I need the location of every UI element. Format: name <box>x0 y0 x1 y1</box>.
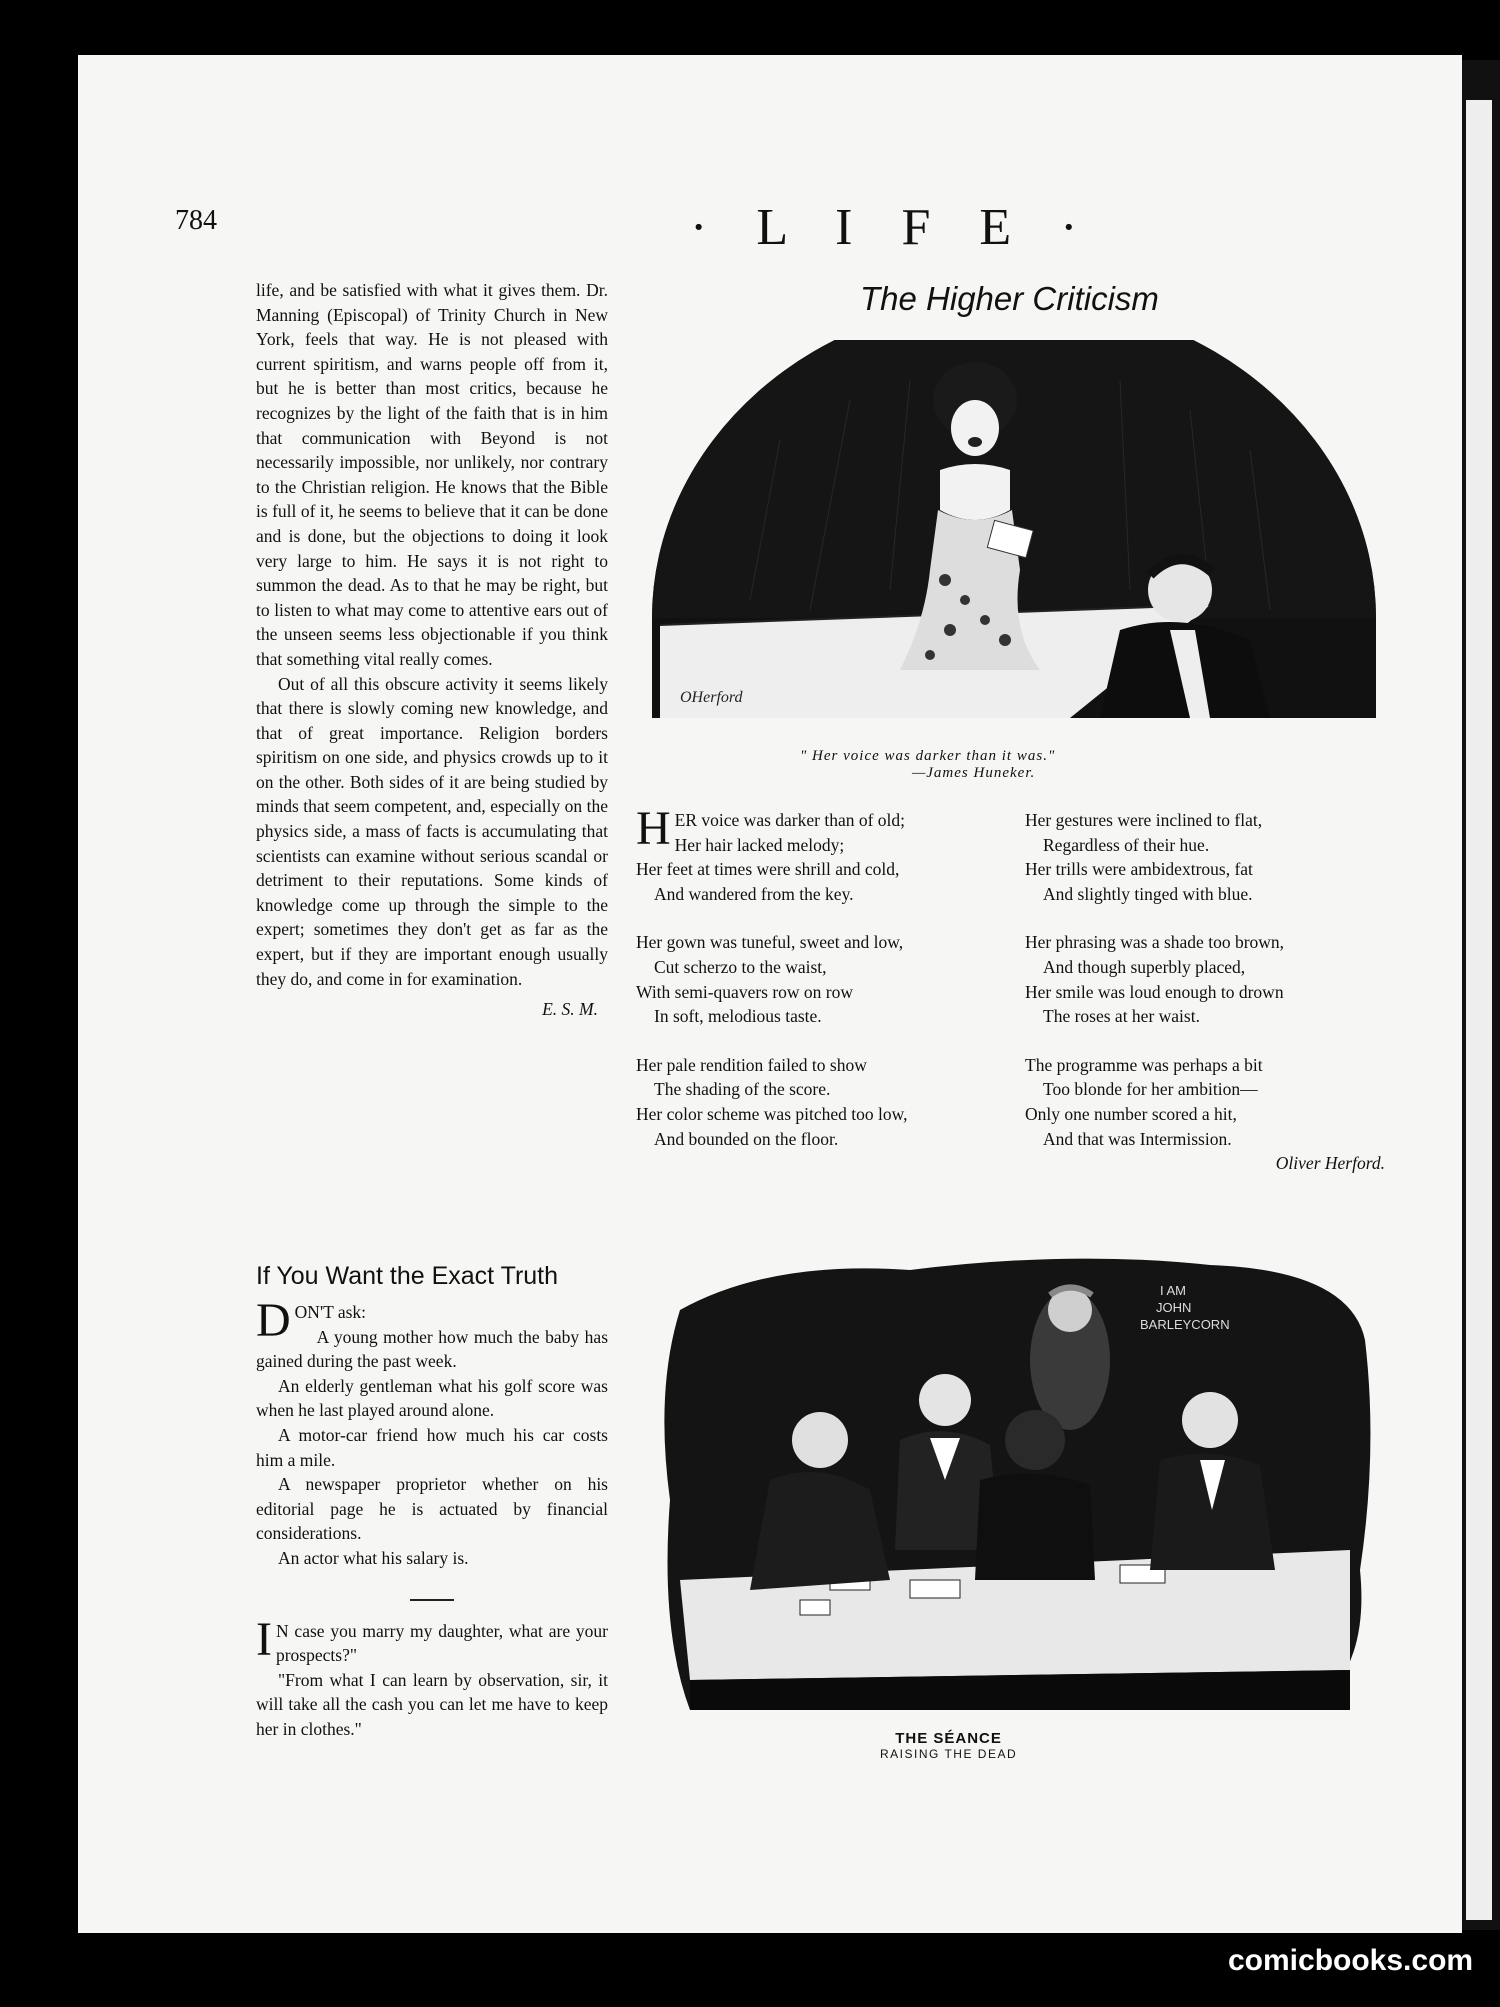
poem-line: The roses at her waist. <box>1043 1006 1200 1027</box>
caption-quote: " Her voice was darker than it was." <box>800 748 1056 764</box>
caption-title: THE SÉANCE <box>895 1730 1002 1747</box>
poem-line: Her smile was loud enough to drown <box>1025 981 1284 1002</box>
truth-item: An elderly gentleman what his golf score was when he last played around alone. <box>256 1375 608 1421</box>
joke-answer: "From what I can learn by observation, sir, it will take all the cash you can let me have to keep her in clothes." <box>256 1669 608 1739</box>
speech-text: BARLEYCORN <box>1140 1317 1230 1332</box>
seance-caption <box>880 1730 1017 1761</box>
poem-line: In soft, melodious taste. <box>654 1006 822 1027</box>
seance-illustration <box>650 1250 1380 1720</box>
caption-subtitle: RAISING THE DEAD <box>880 1747 1018 1761</box>
joke <box>256 1612 608 1742</box>
speech-text: I AM <box>1160 1283 1187 1298</box>
poem-line: Only one number scored a hit, <box>1025 1103 1237 1124</box>
drop-cap: I <box>256 1612 272 1666</box>
poem-line: Regardless of their hue. <box>1043 834 1210 855</box>
article-signature: E. S. M. <box>542 999 598 1020</box>
poem-line: And slightly tinged with blue. <box>1043 883 1253 904</box>
poem-column-right <box>1025 808 1385 1176</box>
article-paragraph: Out of all this obscure activity it seems likely that there is slowly coming new knowledge, and that of great importance. Religion borders spiritism on one side, and physics crowds up to it on the other. Both sides of it are being studied by minds that seem competent, and, especially on the physics side, a mass of facts is accumulating that scientists can examine without serious scandal or detriment to their reputations. Some kinds of knowledge come up through the simple to the expert; sometimes they don't get as far as the expert, but if they are important enough usually they do, and come in for examination. <box>256 673 608 989</box>
poem-title: The Higher Criticism <box>860 280 1159 317</box>
stanza <box>636 802 996 906</box>
illustration-caption <box>800 748 1055 782</box>
truth-heading: If You Want the Exact Truth <box>256 1262 559 1290</box>
poem-line: Her trills were ambidextrous, fat <box>1025 859 1253 880</box>
stanza <box>636 930 996 1028</box>
truth-item: A motor-car friend how much his car costs him a mile. <box>256 1424 608 1470</box>
poem-column-left <box>636 802 996 1175</box>
truth-intro: ON'T ask: <box>294 1302 367 1322</box>
speech-text: JOHN <box>1156 1300 1192 1315</box>
poem-line: And though superbly placed, <box>1043 956 1246 977</box>
singer-illustration <box>650 340 1380 720</box>
page-number: 784 <box>175 205 217 236</box>
stanza <box>1025 1053 1385 1151</box>
left-article <box>256 278 608 1022</box>
poem-line: Cut scherzo to the waist, <box>654 956 827 977</box>
poem-line: Too blonde for her ambition— <box>1043 1079 1258 1100</box>
stanza <box>636 1053 996 1151</box>
poem-line: Her hair lacked melody; <box>674 834 845 855</box>
caption-attribution: —James Huneker. <box>911 765 1036 781</box>
adjacent-page-edge <box>1462 60 1500 1930</box>
poem-line: Her pale rendition failed to show <box>636 1054 867 1075</box>
drop-cap: H <box>636 802 671 855</box>
joke-question: N case you marry my daughter, what are your prospects?" <box>275 1620 608 1666</box>
poem-line: And that was Intermission. <box>1043 1128 1232 1149</box>
poem-line: The shading of the score. <box>654 1079 831 1100</box>
section-divider <box>410 1599 454 1601</box>
masthead: · L I F E · <box>690 199 1096 256</box>
stanza <box>1025 808 1385 906</box>
poem-line: ER voice was darker than of old; <box>674 810 906 830</box>
poem-line: With semi-quavers row on row <box>636 981 854 1002</box>
truth-item: A newspaper proprietor whether on his editorial page he is actuated by financial considerations. <box>256 1474 608 1544</box>
poem-line: Her gown was tuneful, sweet and low, <box>636 932 904 953</box>
illustration-signature: OHerford <box>680 689 743 706</box>
poem-line: Her feet at times were shrill and cold, <box>636 859 900 880</box>
truth-article <box>256 1294 608 1742</box>
poem-line: And wandered from the key. <box>654 883 854 904</box>
truth-item: A young mother how much the baby has gained during the past week. <box>256 1326 608 1372</box>
poem-line: Her phrasing was a shade too brown, <box>1025 932 1285 953</box>
poem-line: Her color scheme was pitched too low, <box>636 1103 908 1124</box>
truth-item: An actor what his salary is. <box>278 1547 469 1568</box>
watermark: comicbooks.com <box>1228 1944 1474 1977</box>
poem-line: Her gestures were inclined to flat, <box>1025 810 1263 830</box>
poem-line: The programme was perhaps a bit <box>1025 1054 1263 1075</box>
stanza <box>1025 930 1385 1028</box>
poem-line: And bounded on the floor. <box>654 1128 839 1149</box>
article-paragraph: life, and be satisfied with what it gives them. Dr. Manning (Episcopal) of Trinity Church in New York, feels that way. He is not pleased with current spiritism, and warns people off from it, but he is better than most critics, because he recognizes by the light of the faith that is in him that communication with Beyond is not necessarily impossible, nor unlikely, nor contrary to the Christian religion. He knows that the Bible is full of it, he seems to believe that it can be done and is done, but the objections to doing it look very large to him. He says it is not right to summon the dead. As to that he may be right, but to listen to what may come to attentive ears out of the unseen seems less objectionable if you think that something vital really comes. <box>256 280 608 669</box>
drop-cap: D <box>256 1294 291 1347</box>
poem-author: Oliver Herford. <box>1275 1153 1385 1174</box>
